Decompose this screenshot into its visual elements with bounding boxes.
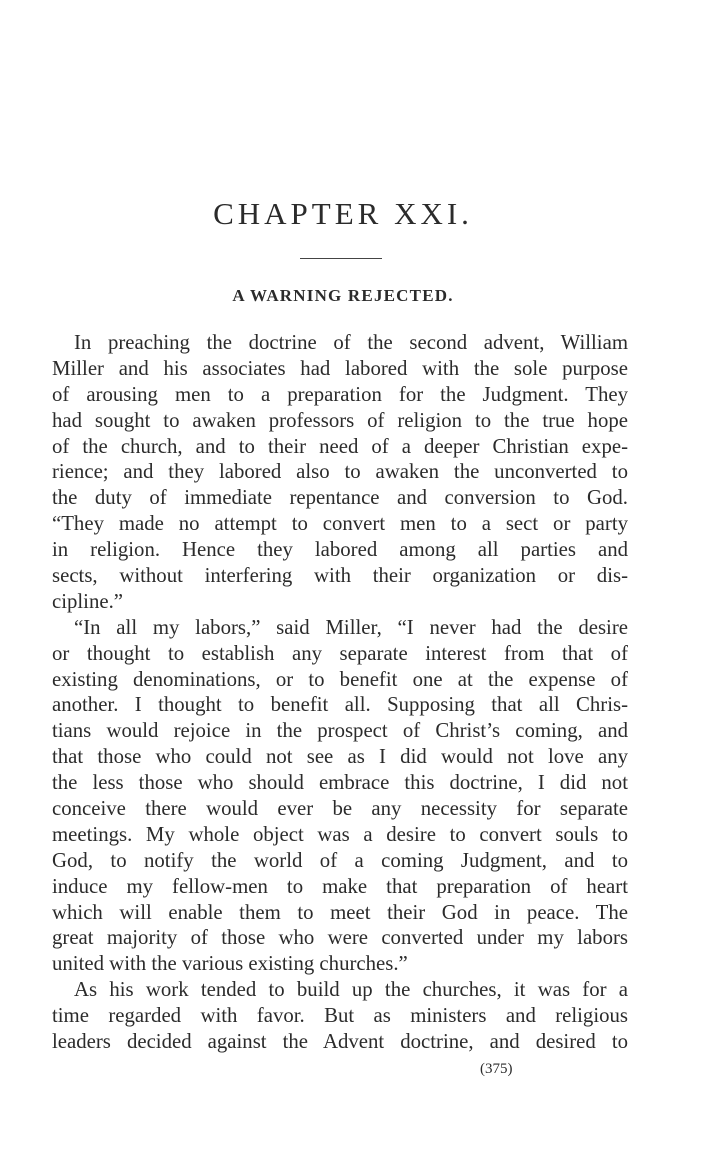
- paragraph: [52, 330, 628, 615]
- text-line: sects, without interfering with their organization or dis-: [52, 564, 628, 588]
- text-line: existing denominations, or to benefit one at the expense of: [52, 667, 628, 691]
- text-line: had sought to awaken professors of religion to the true hope: [52, 408, 628, 432]
- text-line: the duty of immediate repentance and conversion to God.: [52, 486, 628, 510]
- text-line: or thought to establish any separate interest from that of: [52, 641, 628, 665]
- text-line: which will enable them to meet their God in peace. The: [52, 900, 628, 924]
- body-text: [52, 330, 628, 1055]
- text-line: leaders decided against the Advent doctrine, and desired to: [52, 1030, 628, 1054]
- text-line: rience; and they labored also to awaken the unconverted to: [52, 460, 628, 484]
- page-number: (375): [480, 1061, 513, 1077]
- text-line: another. I thought to benefit all. Supposing that all Chris-: [52, 693, 628, 717]
- text-line: tians would rejoice in the prospect of Christ’s coming, and: [52, 719, 628, 743]
- text-line: the less those who should embrace this doctrine, I did not: [52, 771, 628, 795]
- text-line: induce my fellow-men to make that preparation of heart: [52, 874, 628, 898]
- text-line: meetings. My whole object was a desire to convert souls to: [52, 822, 628, 846]
- text-line: In preaching the doctrine of the second advent, William: [74, 331, 628, 354]
- paragraph: [52, 615, 628, 977]
- text-line: that those who could not see as I did would not love any: [52, 745, 628, 769]
- text-line: great majority of those who were converted under my labors: [52, 926, 628, 950]
- paragraph: [52, 977, 628, 1055]
- text-line: cipline.”: [52, 589, 124, 613]
- text-line: in religion. Hence they labored among all parties and: [52, 538, 628, 562]
- text-line: God, to notify the world of a coming Judgment, and to: [52, 848, 628, 872]
- text-line: united with the various existing churches.”: [52, 952, 408, 976]
- title-divider: [300, 258, 382, 259]
- text-line: conceive there would ever be any necessity for separate: [52, 797, 628, 821]
- text-line: of arousing men to a preparation for the Judgment. They: [52, 382, 628, 406]
- text-line: “In all my labors,” said Miller, “I never had the desire: [74, 615, 628, 639]
- chapter-subtitle: A WARNING REJECTED.: [232, 286, 454, 305]
- text-line: of the church, and to their need of a deeper Christian expe-: [52, 434, 628, 458]
- chapter-title: CHAPTER XXI.: [213, 196, 473, 231]
- text-line: Miller and his associates had labored with the sole purpose: [52, 356, 628, 380]
- text-line: As his work tended to build up the churches, it was for a: [74, 978, 628, 1002]
- text-line: time regarded with favor. But as ministers and religious: [52, 1004, 628, 1028]
- text-line: “They made no attempt to convert men to a sect or party: [52, 512, 628, 536]
